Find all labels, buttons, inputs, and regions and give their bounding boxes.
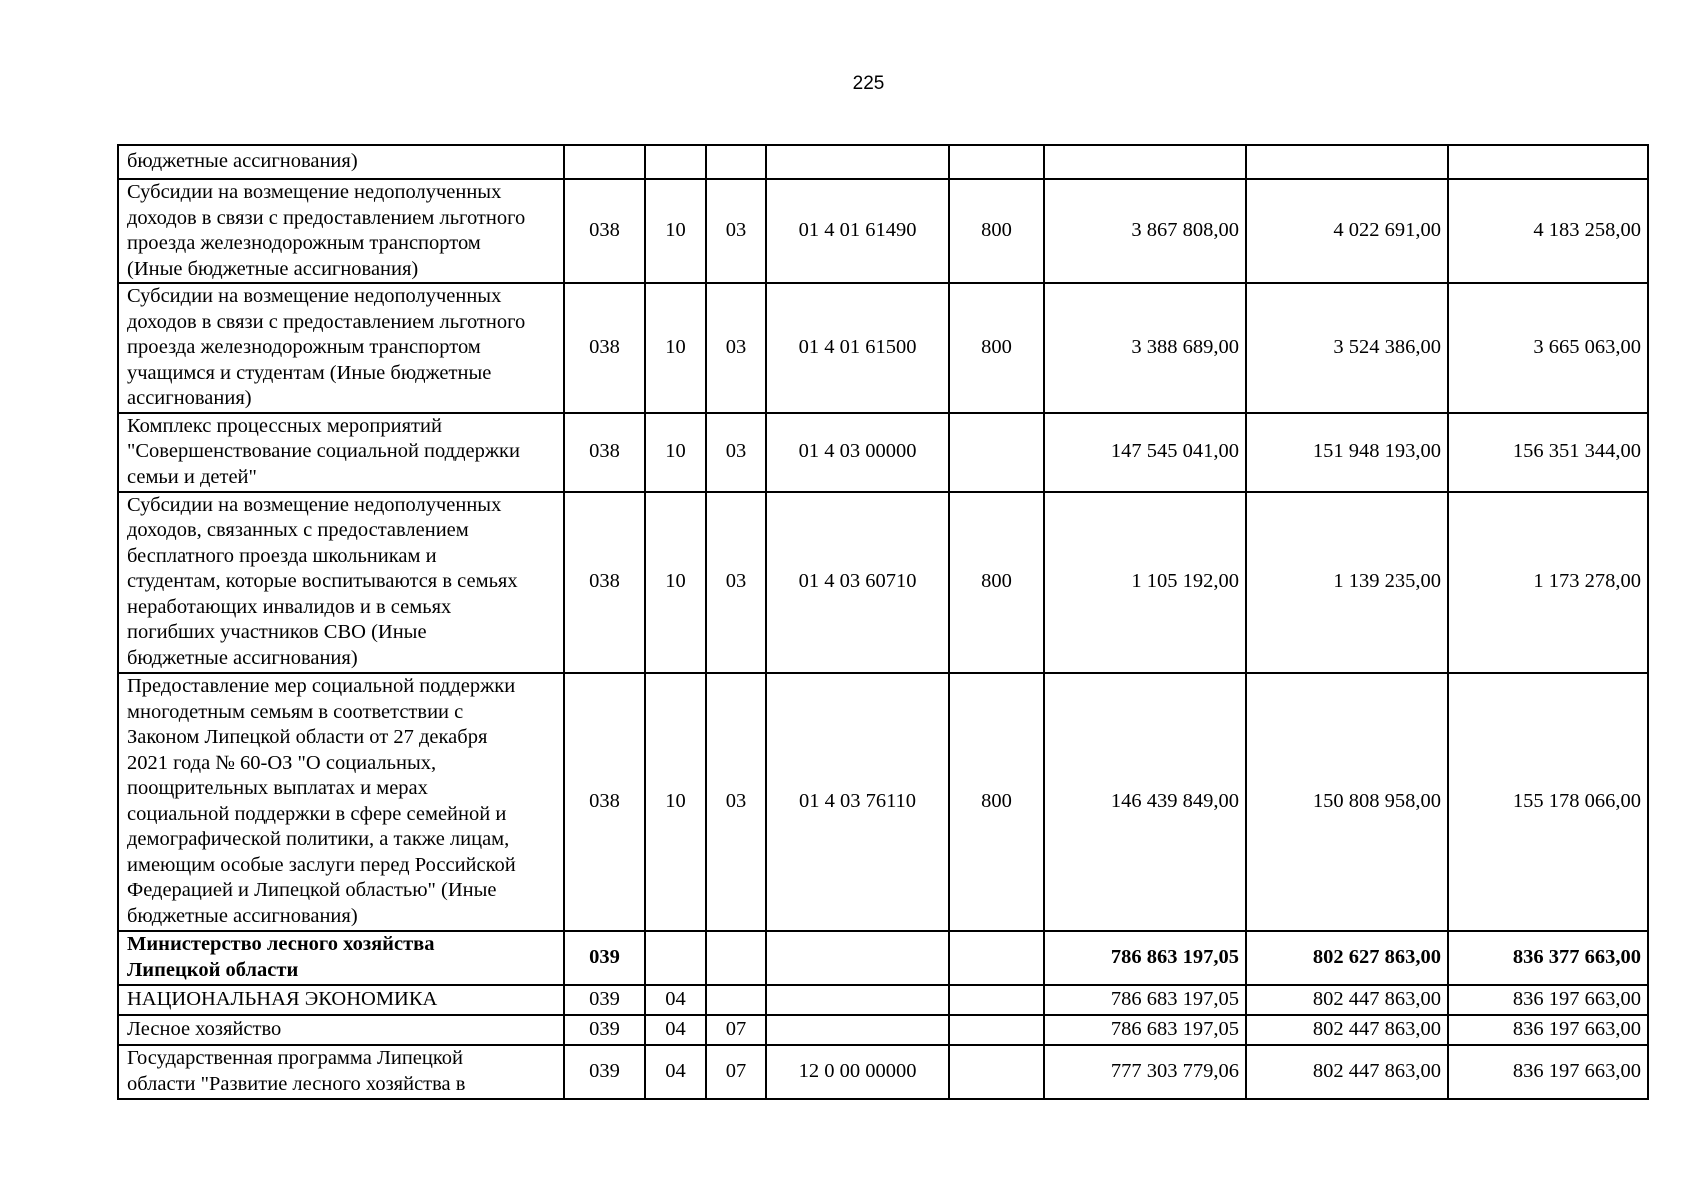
amount-year-1: 786 683 197,05 — [1044, 1015, 1246, 1045]
section-code — [645, 931, 706, 985]
target-article-code — [766, 145, 949, 179]
amount-year-2: 802 447 863,00 — [1246, 985, 1448, 1015]
subsection-code: 03 — [706, 179, 766, 283]
amount-year-2: 150 808 958,00 — [1246, 673, 1448, 931]
target-article-code — [766, 1015, 949, 1045]
section-code: 10 — [645, 673, 706, 931]
expense-type-code: 800 — [949, 179, 1044, 283]
expense-type-code — [949, 145, 1044, 179]
row-name: НАЦИОНАЛЬНАЯ ЭКОНОМИКА — [118, 985, 564, 1015]
row-name: Предоставление мер социальной поддержки многодетным семьям в соответствии с Законом Липецкой области от 27 декабря 2021 года № 60-ОЗ "О социальных, поощрительных выплатах и мерах социальной поддержки в сфере семейной и демографической политики, а также лицам, имеющим особые заслуги перед Российской Федерацией и Липецкой областью" (Иные бюджетные ассигнования) — [118, 673, 564, 931]
table-row — [118, 1045, 1648, 1099]
section-code: 10 — [645, 283, 706, 413]
row-name: Государственная программа Липецкой области "Развитие лесного хозяйства в — [118, 1045, 564, 1099]
expense-type-code: 800 — [949, 283, 1044, 413]
target-article-code — [766, 985, 949, 1015]
row-name: Субсидии на возмещение недополученных доходов, связанных с предоставлением бесплатного проезда школьникам и студентам, которые воспитываются в семьях неработающих инвалидов и в семьях погибших участников СВО (Иные бюджетные ассигнования) — [118, 492, 564, 673]
subsection-code: 03 — [706, 673, 766, 931]
ministry-code: 038 — [564, 283, 645, 413]
section-code: 04 — [645, 985, 706, 1015]
row-name: Лесное хозяйство — [118, 1015, 564, 1045]
subsection-code: 03 — [706, 492, 766, 673]
ministry-code: 039 — [564, 985, 645, 1015]
target-article-code: 01 4 03 00000 — [766, 413, 949, 492]
target-article-code: 01 4 03 76110 — [766, 673, 949, 931]
target-article-code: 01 4 01 61490 — [766, 179, 949, 283]
subsection-code: 03 — [706, 413, 766, 492]
amount-year-2: 1 139 235,00 — [1246, 492, 1448, 673]
ministry-code — [564, 145, 645, 179]
amount-year-2: 4 022 691,00 — [1246, 179, 1448, 283]
amount-year-1: 3 867 808,00 — [1044, 179, 1246, 283]
expense-type-code — [949, 1015, 1044, 1045]
amount-year-1: 3 388 689,00 — [1044, 283, 1246, 413]
amount-year-3: 155 178 066,00 — [1448, 673, 1648, 931]
section-code — [645, 145, 706, 179]
expense-type-code: 800 — [949, 673, 1044, 931]
amount-year-1: 147 545 041,00 — [1044, 413, 1246, 492]
expense-type-code — [949, 985, 1044, 1015]
amount-year-2: 151 948 193,00 — [1246, 413, 1448, 492]
ministry-code: 038 — [564, 492, 645, 673]
section-code: 10 — [645, 179, 706, 283]
amount-year-2 — [1246, 145, 1448, 179]
subsection-code: 07 — [706, 1015, 766, 1045]
amount-year-3: 4 183 258,00 — [1448, 179, 1648, 283]
amount-year-3 — [1448, 145, 1648, 179]
table-row — [118, 673, 1648, 931]
amount-year-1 — [1044, 145, 1246, 179]
amount-year-3: 156 351 344,00 — [1448, 413, 1648, 492]
ministry-code: 039 — [564, 931, 645, 985]
expense-type-code — [949, 413, 1044, 492]
row-name: Субсидии на возмещение недополученных доходов в связи с предоставлением льготного проезда железнодорожным транспортом учащимся и студентам (Иные бюджетные ассигнования) — [118, 283, 564, 413]
subsection-code — [706, 931, 766, 985]
section-code: 10 — [645, 492, 706, 673]
ministry-code: 039 — [564, 1045, 645, 1099]
budget-table-body — [118, 145, 1648, 1099]
table-row — [118, 492, 1648, 673]
section-code: 04 — [645, 1015, 706, 1045]
amount-year-1: 777 303 779,06 — [1044, 1045, 1246, 1099]
target-article-code: 01 4 03 60710 — [766, 492, 949, 673]
target-article-code: 12 0 00 00000 — [766, 1045, 949, 1099]
amount-year-3: 1 173 278,00 — [1448, 492, 1648, 673]
amount-year-1: 1 105 192,00 — [1044, 492, 1246, 673]
ministry-code: 039 — [564, 1015, 645, 1045]
amount-year-3: 836 197 663,00 — [1448, 985, 1648, 1015]
amount-year-1: 786 863 197,05 — [1044, 931, 1246, 985]
ministry-code: 038 — [564, 673, 645, 931]
amount-year-3: 836 377 663,00 — [1448, 931, 1648, 985]
table-row — [118, 283, 1648, 413]
row-name: Комплекс процессных мероприятий "Совершенствование социальной поддержки семьи и детей" — [118, 413, 564, 492]
expense-type-code: 800 — [949, 492, 1044, 673]
table-row — [118, 179, 1648, 283]
table-row — [118, 145, 1648, 179]
table-row — [118, 1015, 1648, 1045]
table-row — [118, 931, 1648, 985]
table-row — [118, 413, 1648, 492]
row-name: Министерство лесного хозяйства Липецкой области — [118, 931, 564, 985]
amount-year-3: 836 197 663,00 — [1448, 1045, 1648, 1099]
amount-year-1: 786 683 197,05 — [1044, 985, 1246, 1015]
row-name: Субсидии на возмещение недополученных доходов в связи с предоставлением льготного проезда железнодорожным транспортом (Иные бюджетные ассигнования) — [118, 179, 564, 283]
amount-year-2: 802 627 863,00 — [1246, 931, 1448, 985]
row-name: бюджетные ассигнования) — [118, 145, 564, 179]
budget-table — [117, 144, 1649, 1100]
amount-year-3: 3 665 063,00 — [1448, 283, 1648, 413]
page-number: 225 — [852, 73, 885, 94]
ministry-code: 038 — [564, 179, 645, 283]
table-row — [118, 985, 1648, 1015]
target-article-code: 01 4 01 61500 — [766, 283, 949, 413]
amount-year-2: 802 447 863,00 — [1246, 1015, 1448, 1045]
expense-type-code — [949, 931, 1044, 985]
subsection-code: 07 — [706, 1045, 766, 1099]
amount-year-2: 802 447 863,00 — [1246, 1045, 1448, 1099]
ministry-code: 038 — [564, 413, 645, 492]
amount-year-3: 836 197 663,00 — [1448, 1015, 1648, 1045]
section-code: 10 — [645, 413, 706, 492]
subsection-code — [706, 145, 766, 179]
section-code: 04 — [645, 1045, 706, 1099]
amount-year-1: 146 439 849,00 — [1044, 673, 1246, 931]
subsection-code — [706, 985, 766, 1015]
target-article-code — [766, 931, 949, 985]
subsection-code: 03 — [706, 283, 766, 413]
amount-year-2: 3 524 386,00 — [1246, 283, 1448, 413]
expense-type-code — [949, 1045, 1044, 1099]
